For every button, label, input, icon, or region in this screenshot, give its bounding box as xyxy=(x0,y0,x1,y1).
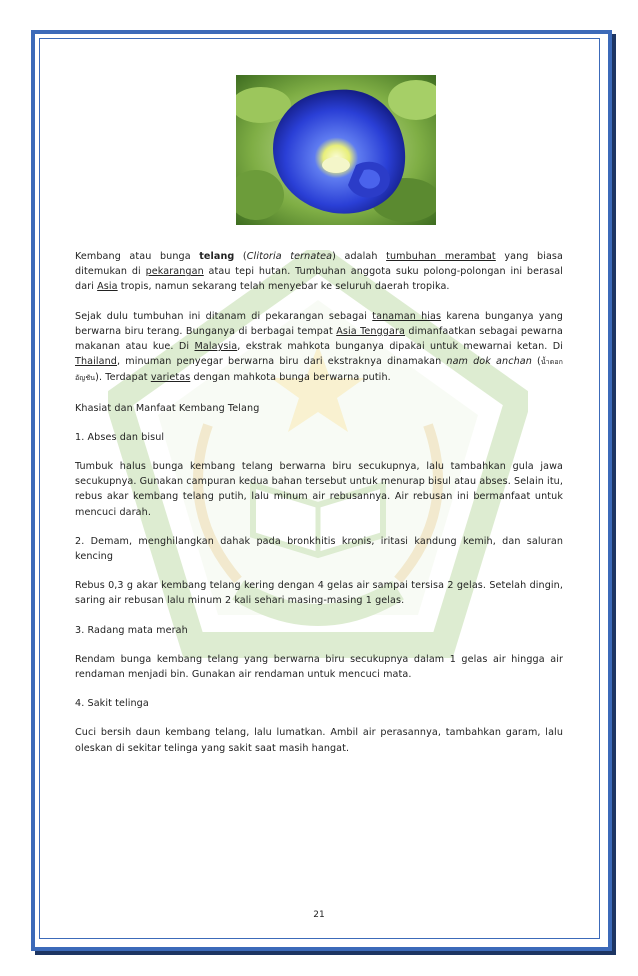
item-heading: 2. Demam, menghilangkan dahak pada bronkhitis kronis, iritasi kandung kemih, dan saluran kencing xyxy=(75,535,563,563)
link-malaysia[interactable]: Malaysia xyxy=(194,341,238,353)
item-text: Cuci bersih daun kembang telang, lalu lumatkan. Ambil air perasannya, tambahkan garam, lalu oleskan di sekitar telinga yang sakit saat masih hangat. xyxy=(75,727,563,754)
flower-photo xyxy=(236,75,436,225)
item-heading: 3. Radang mata merah xyxy=(75,624,188,636)
item-heading: 4. Sakit telinga xyxy=(75,698,149,710)
item-text: Rendam bunga kembang telang yang berwarna biru secukupnya dalam 1 gelas air hingga air rendaman menjadi bin. Gunakan air rendaman untuk mencuci mata. xyxy=(75,653,563,681)
link-asia[interactable]: Asia xyxy=(97,281,118,293)
link-asia-tenggara[interactable]: Asia Tenggara xyxy=(336,325,405,337)
link-thailand[interactable]: Thailand xyxy=(75,356,117,368)
item-text: Rebus 0,3 g akar kembang telang kering dengan 4 gelas air sampai tersisa 2 gelas. Setelah dingin, saring air rebusan lalu minum 2 kali sehari masing-masing 1 gelas. xyxy=(75,580,563,607)
term-telang: telang xyxy=(199,251,235,262)
item-heading: 1. Abses dan bisul xyxy=(75,431,165,443)
link-pekarangan[interactable]: pekarangan xyxy=(145,266,204,278)
article-body xyxy=(75,249,563,756)
page-number: 21 xyxy=(313,910,325,920)
item-text: Tumbuk halus bunga kembang telang berwarna biru secukupnya, lalu tambahkan gula jawa secukupnya. Gunakan campuran kedua bahan tersebut untuk menurap bisul atau abses. Selain itu, rebus akar kembang telang putih, lalu minum air rebusannya. Air rebusan ini bermanfaat untuk mencuci darah. xyxy=(75,461,564,518)
thai-script: น้ำดอกอัญชัน xyxy=(75,358,563,383)
section-title: Khasiat dan Manfaat Kembang Telang xyxy=(75,402,260,414)
thai-drink-name: nam dok anchan xyxy=(446,356,532,368)
intro-paragraph: Kembang atau bunga telang (Clitoria ternatea) adalah tumbuhan merambat yang biasa ditemukan di pekarangan atau tepi hutan. Tumbuhan anggota suku polong-polongan ini berasal dari Asia tropis, namun sekarang telah menyebar ke seluruh daerah tropika. xyxy=(75,251,564,293)
history-paragraph: Sejak dulu tumbuhan ini ditanam di pekarangan sebagai tanaman hias karena bunganya yang berwarna biru terang. Bunganya di berbagai tempat Asia Tenggara dimanfaatkan sebagai pewarna makanan atau kue. Di Malaysia, ekstrak mahkota bunganya dipakai untuk mewarnai ketan. Di Thailand, minuman penyegar berwarna biru dari ekstraknya dinamakan nam dok anchan (น้ำดอกอัญชัน). Terdapat varietas dengan mahkota bunga berwarna putih. xyxy=(75,310,563,384)
link-tumbuhan-merambat[interactable]: tumbuhan merambat xyxy=(386,251,496,262)
link-tanaman-hias[interactable]: tanaman hias xyxy=(372,310,442,322)
link-varietas[interactable]: varietas xyxy=(150,372,191,384)
scientific-name: Clitoria ternatea xyxy=(246,251,333,262)
